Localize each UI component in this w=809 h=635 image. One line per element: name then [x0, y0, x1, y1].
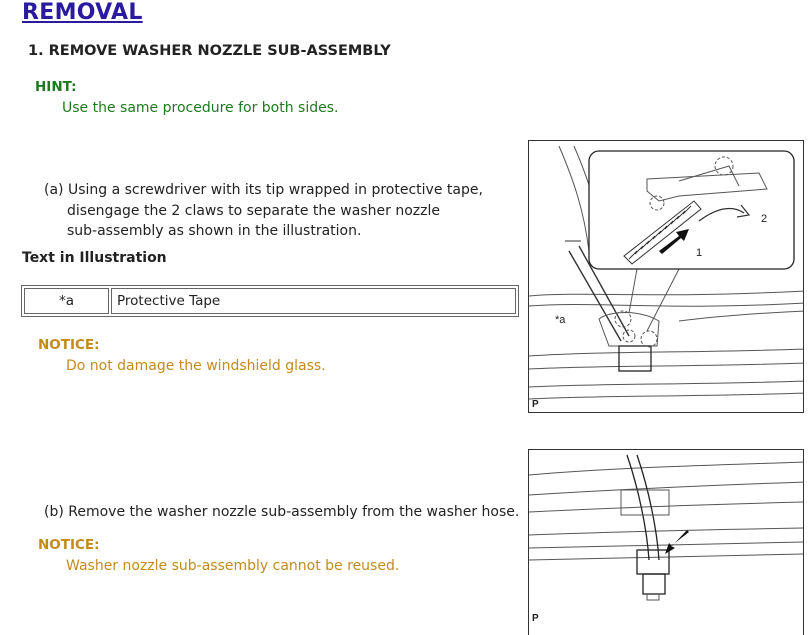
- table-cell-value: Protective Tape: [111, 288, 516, 314]
- notice-text: Do not damage the windshield glass.: [66, 358, 326, 374]
- illustration-figure-1: [528, 140, 804, 413]
- hint-label: HINT:: [35, 79, 77, 95]
- figure-1-arrow-2-label: 2: [761, 213, 768, 225]
- figure-1-arrow-1-label: 1: [696, 247, 703, 259]
- figure-1-corner-mark: P: [532, 399, 539, 410]
- figure-1-callout-a: *a: [555, 314, 566, 326]
- step-a-line-3: sub-assembly as shown in the illustration.: [67, 223, 362, 239]
- page-title-link[interactable]: REMOVAL: [22, 0, 143, 25]
- hint-text: Use the same procedure for both sides.: [62, 100, 339, 116]
- figure-2-drawing: [529, 450, 804, 635]
- illustration-figure-2: [528, 449, 804, 635]
- table-cell-key: *a: [24, 288, 109, 314]
- figure-2-corner-mark: P: [532, 613, 539, 624]
- illustration-table: [21, 285, 519, 317]
- step-heading: 1. REMOVE WASHER NOZZLE SUB-ASSEMBLY: [28, 43, 391, 59]
- step-a-line-1: (a) Using a screwdriver with its tip wrapped in protective tape,: [44, 182, 483, 198]
- notice-label: NOTICE:: [38, 337, 100, 353]
- step-a-instruction: [44, 180, 514, 242]
- step-b-instruction: (b) Remove the washer nozzle sub-assembly from the washer hose.: [44, 504, 520, 520]
- illustration-table-heading: Text in Illustration: [22, 250, 167, 266]
- figure-1-drawing: [529, 141, 804, 413]
- step-a-line-2: disengage the 2 claws to separate the washer nozzle: [67, 202, 440, 219]
- notice-label: NOTICE:: [38, 537, 100, 553]
- notice-text: Washer nozzle sub-assembly cannot be reused.: [66, 558, 400, 574]
